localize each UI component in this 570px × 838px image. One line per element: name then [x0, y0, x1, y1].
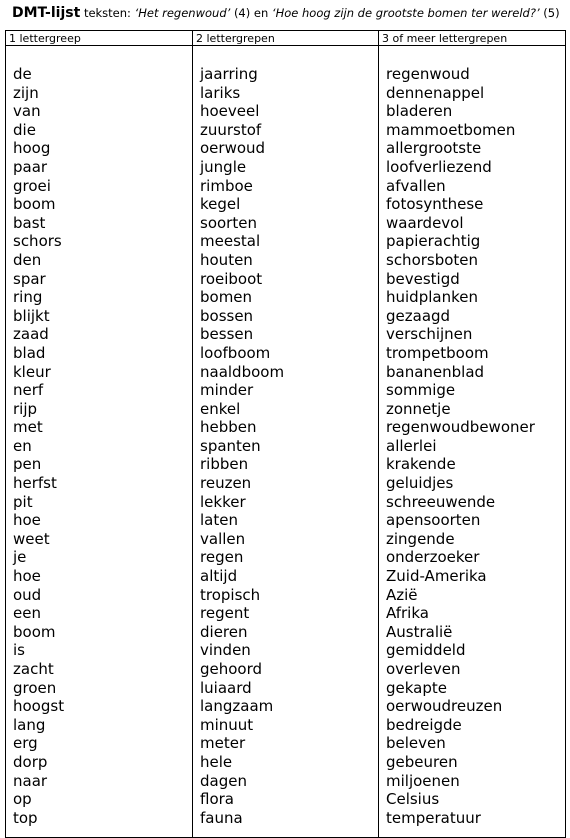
word-item: roeiboot	[200, 269, 263, 288]
word-list-table	[5, 30, 566, 838]
word-item: die	[13, 120, 36, 139]
word-item: gehoord	[200, 660, 263, 678]
word-item: huidplanken	[386, 288, 478, 307]
word-item: minuut	[200, 715, 254, 734]
text-title-2: ‘Hoe hoog zijn de grootste bomen ter wereld?’	[271, 6, 540, 20]
text-title-1: ‘Het regenwoud’	[134, 6, 231, 20]
table-header-row	[6, 31, 566, 46]
word-item: boom	[13, 195, 56, 214]
column-header-1-syllable: 1 lettergreep	[6, 31, 193, 46]
text-number-1: (4)	[233, 6, 251, 20]
word-item: op	[13, 790, 32, 809]
word-column-3-plus-syllables	[379, 46, 566, 838]
word-item: van	[13, 102, 41, 121]
word-item: schorsboten	[386, 250, 479, 269]
word-item: tropisch	[200, 585, 261, 604]
word-item: loofboom	[200, 343, 271, 362]
word-item: bevestigd	[386, 269, 460, 288]
word-item: gemiddeld	[386, 641, 466, 660]
word-column-1-syllable	[6, 46, 193, 838]
word-item: onderzoeker	[386, 548, 480, 567]
word-item: regent	[200, 604, 250, 623]
word-item: pit	[13, 492, 33, 511]
word-item: regenwoudbewoner	[386, 418, 535, 437]
word-item: meter	[200, 734, 246, 753]
word-item: naar	[13, 771, 48, 790]
word-item: zonnetje	[386, 399, 451, 418]
word-item: Azië	[386, 585, 418, 604]
word-item: bast	[13, 213, 46, 232]
word-item: houten	[200, 250, 253, 269]
word-item: met	[13, 418, 43, 437]
word-item: groei	[13, 176, 51, 195]
word-item: erg	[13, 734, 38, 753]
word-item: zuurstof	[200, 120, 262, 139]
word-item: enkel	[200, 399, 241, 418]
word-item: dorp	[13, 752, 48, 771]
document-title: DMT-lijst	[12, 5, 81, 21]
word-item: zacht	[13, 660, 54, 678]
word-item: oerwoud	[200, 139, 266, 158]
word-item: hele	[200, 752, 233, 771]
column-header-2-syllables: 2 lettergrepen	[193, 31, 379, 46]
word-item: schreeuwende	[386, 492, 496, 511]
word-item: nerf	[13, 381, 44, 400]
word-item: spar	[13, 269, 46, 288]
word-item: oerwoudreuzen	[386, 697, 503, 716]
word-item: hoog	[13, 139, 51, 158]
word-item: en	[13, 436, 32, 455]
word-item: Australië	[386, 622, 453, 641]
word-column-2-syllables	[193, 46, 379, 838]
word-item: allerlei	[386, 436, 437, 455]
word-item: bossen	[200, 306, 254, 325]
word-item: bedreigde	[386, 715, 462, 734]
word-item: allergrootste	[386, 139, 482, 158]
word-item: hebben	[200, 418, 257, 437]
word-item: rijp	[13, 399, 38, 418]
word-item: bladeren	[386, 102, 453, 121]
word-item: vallen	[200, 529, 246, 548]
word-item: hoe	[13, 567, 41, 586]
word-item: lariks	[200, 83, 241, 102]
word-item: zaad	[13, 325, 49, 344]
word-item: afvallen	[386, 176, 446, 195]
word-item: ribben	[200, 455, 249, 474]
word-item: een	[13, 604, 41, 623]
word-item: waardevol	[386, 213, 464, 232]
word-item: sommige	[386, 381, 456, 400]
word-item: bananenblad	[386, 362, 485, 381]
word-item: overleven	[386, 660, 461, 678]
column-header-3-plus-syllables: 3 of meer lettergrepen	[379, 31, 566, 46]
word-item: Celsius	[386, 790, 440, 809]
word-item: langzaam	[200, 697, 274, 716]
word-item: reuzen	[200, 474, 252, 493]
table-body-row	[6, 46, 566, 838]
word-item: is	[13, 641, 25, 660]
word-item: naaldboom	[200, 362, 285, 381]
word-item: regenwoud	[386, 65, 470, 83]
word-item: spanten	[200, 436, 261, 455]
word-item: temperatuur	[386, 808, 481, 827]
header-connector: en	[253, 6, 269, 20]
word-item: kleur	[13, 362, 51, 381]
word-item: laten	[200, 511, 238, 530]
word-item: zijn	[13, 83, 39, 102]
word-item: groen	[13, 678, 57, 697]
word-item: dennenappel	[386, 83, 485, 102]
word-item: regen	[200, 548, 244, 567]
word-item: flora	[200, 790, 234, 809]
word-item: fauna	[200, 808, 243, 827]
word-item: paar	[13, 157, 48, 176]
word-item: miljoenen	[386, 771, 460, 790]
word-item: altijd	[200, 567, 238, 586]
word-item: bomen	[200, 288, 253, 307]
word-item: pen	[13, 455, 42, 474]
word-item: meestal	[200, 232, 261, 251]
word-item: hoogst	[13, 697, 65, 716]
word-item: blad	[13, 343, 46, 362]
word-item: luiaard	[200, 678, 252, 697]
word-item: de	[13, 65, 32, 83]
word-item: Afrika	[386, 604, 429, 623]
word-item: gekapte	[386, 678, 447, 697]
word-item: soorten	[200, 213, 257, 232]
word-item: beleven	[386, 734, 446, 753]
word-item: lekker	[200, 492, 246, 511]
word-item: trompetboom	[386, 343, 489, 362]
word-item: gezaagd	[386, 306, 451, 325]
word-item: boom	[13, 622, 56, 641]
word-item: mammoetbomen	[386, 120, 516, 139]
word-item: weet	[13, 529, 50, 548]
text-number-2: (5)	[543, 6, 560, 20]
word-item: loofverliezend	[386, 157, 492, 176]
word-item: papierachtig	[386, 232, 481, 251]
word-item: dagen	[200, 771, 247, 790]
word-item: oud	[13, 585, 42, 604]
word-item: kegel	[200, 195, 241, 214]
word-item: jaarring	[200, 65, 258, 83]
word-item: jungle	[200, 157, 247, 176]
word-item: verschijnen	[386, 325, 473, 344]
word-item: den	[13, 250, 42, 269]
word-item: hoeveel	[200, 102, 260, 121]
word-item: apensoorten	[386, 511, 481, 530]
word-item: gebeuren	[386, 752, 458, 771]
word-item: geluidjes	[386, 474, 454, 493]
word-item: krakende	[386, 455, 456, 474]
word-item: herfst	[13, 474, 57, 493]
word-item: rimboe	[200, 176, 253, 195]
word-item: blijkt	[13, 306, 50, 325]
word-item: dieren	[200, 622, 248, 641]
word-item: schors	[13, 232, 62, 251]
word-item: fotosynthese	[386, 195, 484, 214]
word-item: hoe	[13, 511, 41, 530]
word-item: lang	[13, 715, 46, 734]
word-item: bessen	[200, 325, 254, 344]
word-item: minder	[200, 381, 254, 400]
word-item: Zuid-Amerika	[386, 567, 487, 586]
word-item: vinden	[200, 641, 251, 660]
word-item: je	[13, 548, 27, 567]
word-item: ring	[13, 288, 43, 307]
word-item: zingende	[386, 529, 455, 548]
document-header	[12, 3, 560, 25]
word-item: top	[13, 808, 38, 827]
header-prefix: teksten:	[83, 6, 131, 20]
